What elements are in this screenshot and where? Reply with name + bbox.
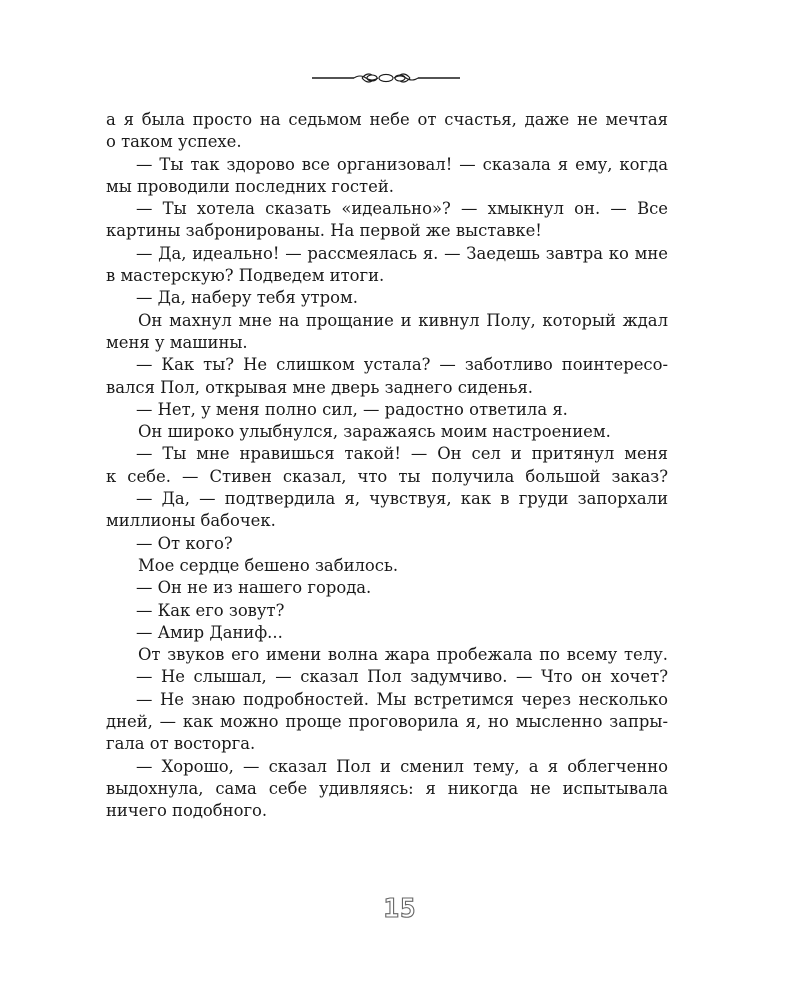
text-line: миллионы бабочек. — [106, 511, 276, 531]
text-line: — Ты мне нравишься такой! — Он сел и притянул меня — [136, 444, 668, 464]
text-line: мы проводили последних гостей. — [106, 176, 394, 196]
text-line: — Да, наберу тебя утром. — [136, 288, 358, 308]
text-line: вался Пол, открывая мне дверь заднего сиденья. — [106, 377, 534, 397]
text-line: — Да, — подтвердила я, чувствуя, как в груди запорхали — [136, 489, 668, 509]
text-line: картины забронированы. На первой же выставке! — [106, 221, 542, 241]
text-line: выдохнула, сама себе удивляясь: я никогда не испытывала — [106, 778, 668, 798]
text-line: гала от восторга. — [106, 734, 256, 754]
text-line: — Ты так здорово все организовал! — сказала я ему, когда — [136, 154, 668, 174]
text-line: дней, — как можно проще проговорила я, но мысленно запры- — [106, 712, 668, 732]
text-line: в мастерскую? Подведем итоги. — [106, 266, 385, 286]
text-line: — От кого? — [136, 533, 233, 553]
text-line: — Да, идеально! — рассмеялась я. — Заедешь завтра ко мне — [136, 243, 668, 263]
text-line: к себе. — Стивен сказал, что ты получила большой заказ? — [106, 466, 668, 486]
body-text — [106, 109, 668, 823]
page-number: 15 — [383, 894, 417, 924]
text-line: — Он не из нашего города. — [136, 578, 372, 598]
text-line: — Нет, у меня полно сил, — радостно ответила я. — [136, 399, 568, 419]
text-line: — Как ты? Не слишком устала? — заботливо поинтересо- — [136, 355, 668, 375]
text-line: — Ты хотела сказать «идеально»? — хмыкнул он. — Все — [136, 199, 668, 219]
text-line: — Амир Даниф... — [136, 622, 283, 642]
text-line: Он широко улыбнулся, заражаясь моим настроением. — [138, 422, 611, 442]
text-line: Мое сердце бешено забилось. — [138, 555, 399, 575]
text-line: а я была просто на седьмом небе от счастья, даже не мечтая — [106, 110, 668, 129]
text-line: меня у машины. — [106, 332, 248, 352]
text-line: — Не знаю подробностей. Мы встретимся через несколько — [136, 689, 668, 709]
text-line: Он махнул мне на прощание и кивнул Полу, который ждал — [138, 310, 668, 330]
text-line: — Как его зовут? — [136, 600, 285, 620]
ornament-divider — [312, 68, 460, 88]
text-line: — Хорошо, — сказал Пол и сменил тему, а я облегченно — [136, 756, 668, 776]
text-line: — Не слышал, — сказал Пол задумчиво. — Что он хочет? — [136, 667, 668, 687]
text-line: От звуков его имени волна жара пробежала по всему телу. — [138, 645, 668, 665]
text-line: ничего подобного. — [106, 801, 268, 821]
text-line: о таком успехе. — [106, 132, 242, 152]
